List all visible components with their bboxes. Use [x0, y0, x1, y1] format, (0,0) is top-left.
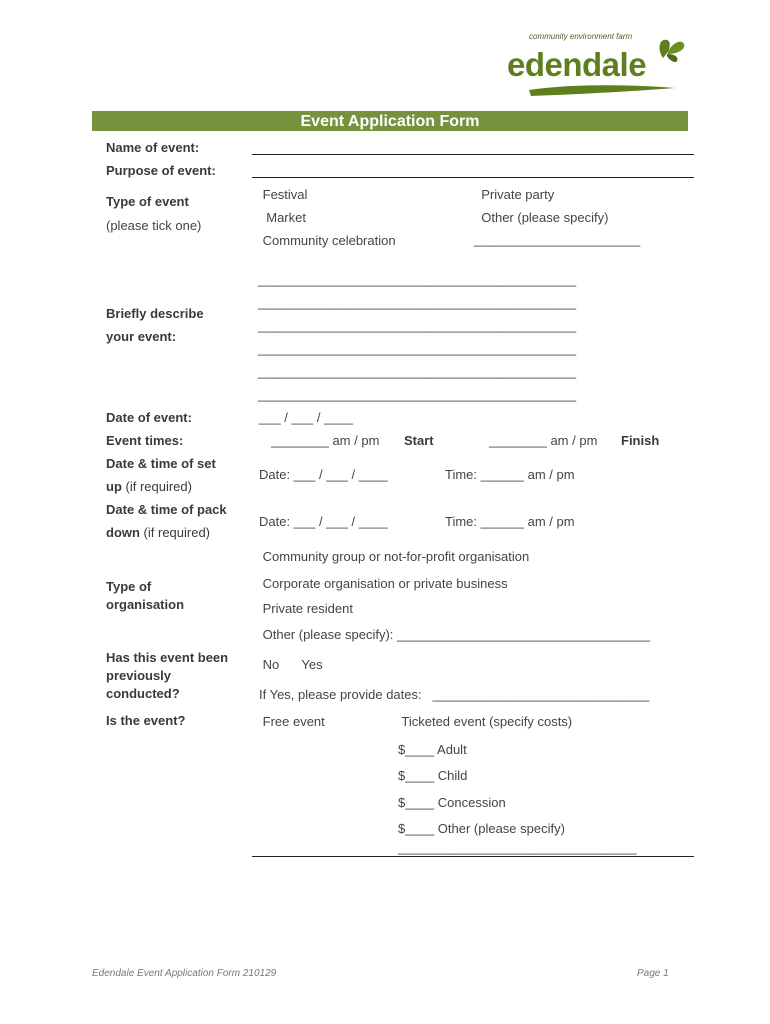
option-market[interactable]: Market [266, 210, 306, 225]
pack-label-line1: Date & time of pack [106, 502, 227, 517]
previous-label-line3: conducted? [106, 686, 180, 701]
logo-swoosh [527, 82, 677, 98]
pack-date-field[interactable]: Date: ___ / ___ / ____ [259, 514, 388, 529]
pack-time-field[interactable]: Time: ______ am / pm [445, 514, 575, 529]
logo-tagline: community environment farm [529, 32, 633, 41]
event-times-label: Event times: [106, 433, 184, 448]
ticketed-event-option[interactable]: Ticketed event (specify costs) [401, 714, 573, 729]
describe-line[interactable]: ____________________________________________ [258, 341, 577, 356]
previous-label-line1: Has this event been [106, 650, 229, 665]
date-of-event-field[interactable]: ___ / ___ / ____ [259, 410, 353, 425]
describe-line[interactable]: ____________________________________________ [258, 387, 577, 402]
pack-label-line2: down (if required) [106, 525, 211, 540]
describe-line[interactable]: ____________________________________________ [258, 272, 577, 287]
free-event-option[interactable]: Free event [262, 714, 325, 729]
is-event-label: Is the event? [106, 713, 186, 728]
cost-other-field[interactable]: $____ Other (please specify) [398, 821, 565, 836]
logo-wordmark: edendale [507, 46, 647, 83]
describe-label-line2: your event: [106, 329, 177, 344]
describe-line[interactable]: ____________________________________________ [258, 318, 577, 333]
purpose-field[interactable] [252, 177, 694, 178]
describe-line[interactable]: ____________________________________________ [258, 364, 577, 379]
cost-adult-field[interactable]: $____ Adult [398, 742, 467, 757]
previous-yes-option[interactable]: Yes [301, 657, 323, 672]
option-private-party[interactable]: Private party [481, 187, 555, 202]
finish-time-field[interactable]: ________ am / pm [489, 433, 598, 448]
org-label-line1: Type of [106, 579, 152, 594]
setup-label-line2: up (if required) [106, 479, 192, 494]
option-festival[interactable]: Festival [262, 187, 308, 202]
name-of-event-field[interactable] [252, 154, 694, 155]
previous-dates-field[interactable]: If Yes, please provide dates: ______________________________ [259, 687, 650, 702]
setup-label-line1: Date & time of set [106, 456, 216, 471]
previous-no-option[interactable]: No [262, 657, 280, 672]
other-specify-blank[interactable]: _______________________ [474, 232, 641, 247]
logo [505, 30, 690, 100]
form-title: Event Application Form [300, 113, 480, 130]
previous-label-line2: previously [106, 668, 172, 683]
start-label: Start [404, 433, 434, 448]
purpose-label: Purpose of event: [106, 163, 216, 178]
cost-child-field[interactable]: $____ Child [398, 768, 468, 783]
type-of-event-label: Type of event [106, 194, 189, 209]
org-option-other[interactable]: Other (please specify): ___________________________________ [262, 627, 651, 642]
footer-page-number: Page 1 [637, 968, 669, 979]
finish-label: Finish [621, 433, 660, 448]
option-community-celebration[interactable]: Community celebration [262, 233, 396, 248]
start-time-field[interactable]: ________ am / pm [271, 433, 380, 448]
form-bottom-rule [252, 856, 694, 857]
type-of-event-sub: (please tick one) [106, 218, 202, 233]
org-label-line2: organisation [106, 597, 185, 612]
setup-date-field[interactable]: Date: ___ / ___ / ____ [259, 467, 388, 482]
footer-doc-name: Edendale Event Application Form 210129 [92, 968, 277, 979]
cost-concession-field[interactable]: $____ Concession [398, 795, 506, 810]
describe-label-line1: Briefly describe [106, 306, 204, 321]
date-of-event-label: Date of event: [106, 410, 192, 425]
option-other[interactable]: Other (please specify) [481, 210, 609, 225]
cost-other-blank[interactable]: _________________________________ [398, 840, 637, 855]
describe-line[interactable]: ____________________________________________ [258, 295, 577, 310]
org-option-community[interactable]: Community group or not-for-profit organisation [262, 549, 530, 564]
setup-time-field[interactable]: Time: ______ am / pm [445, 467, 575, 482]
butterfly-icon [653, 32, 687, 66]
name-of-event-label: Name of event: [106, 140, 200, 155]
org-option-private[interactable]: Private resident [262, 601, 353, 616]
org-option-corporate[interactable]: Corporate organisation or private business [262, 576, 508, 591]
